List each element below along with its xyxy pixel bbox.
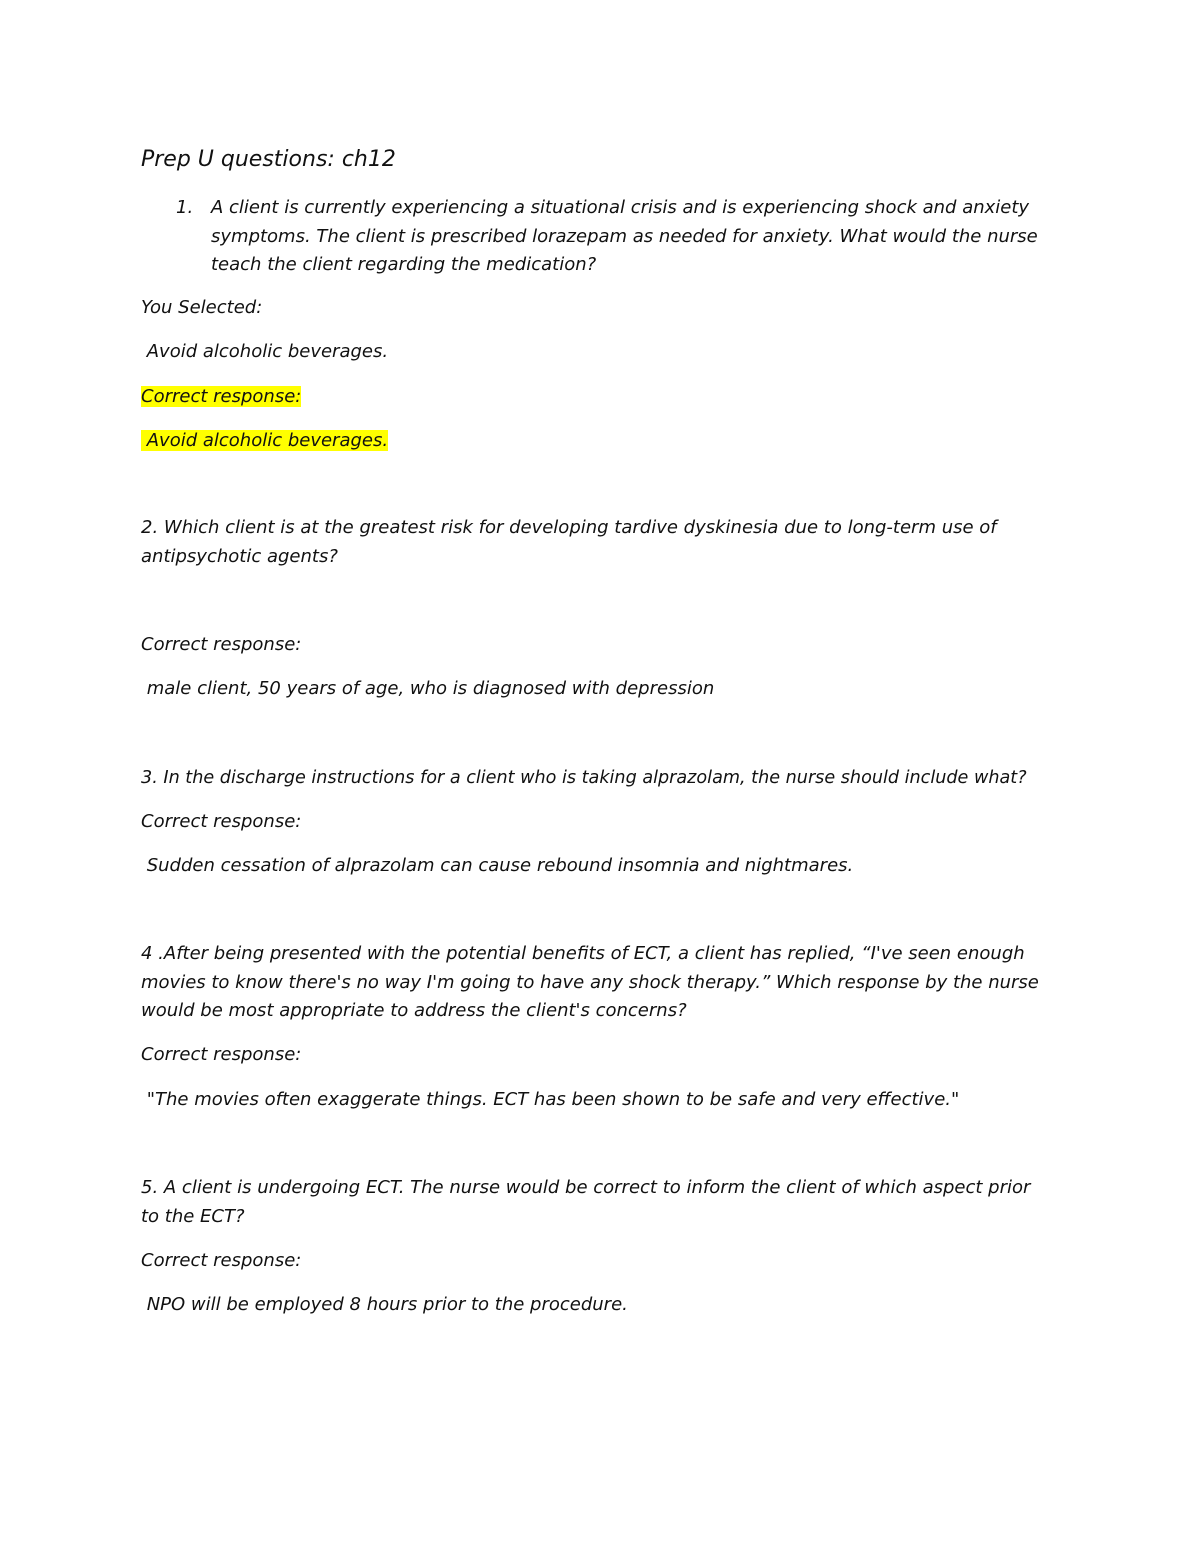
question-4-correct-answer: "The movies often exaggerate things. ECT has been shown to be safe and very effective." [141, 1089, 960, 1110]
question-5-correct-label: Correct response: [141, 1250, 302, 1271]
question-5-correct-answer: NPO will be employed 8 hours prior to the procedure. [141, 1294, 628, 1315]
question-1-correct-label: Correct response: [141, 386, 302, 407]
question-1-correct-answer: Avoid alcoholic beverages. [141, 430, 389, 451]
question-4-text: 4 .After being presented with the potential benefits of ECT, a client has replied, “I've seen enough movies to know there's no way I'm going to have any shock therapy.” Which response by the nurse would be most appropriate to address the client's concerns? [141, 943, 1039, 1021]
question-2-correct-answer: male client, 50 years of age, who is diagnosed with depression [141, 678, 715, 699]
document-title: Prep U questions: ch12 [141, 147, 396, 172]
question-3-correct-answer: Sudden cessation of alprazolam can cause rebound insomnia and nightmares. [141, 855, 854, 876]
question-2-correct-label: Correct response: [141, 634, 302, 655]
question-1-text: A client is currently experiencing a situational crisis and is experiencing shock and anxiety symptoms. The client is prescribed lorazepam as needed for anxiety. What would the nurse teach the client regarding the medication? [211, 197, 1038, 275]
question-1-number: 1. [176, 197, 194, 218]
question-3-correct-label: Correct response: [141, 811, 302, 832]
question-3-text: 3. In the discharge instructions for a client who is taking alprazolam, the nurse should include what? [141, 768, 1027, 788]
question-1-selected-answer: Avoid alcoholic beverages. [141, 341, 389, 362]
question-5-text: 5. A client is undergoing ECT. The nurse would be correct to inform the client of which aspect prior to the ECT? [141, 1177, 1031, 1227]
question-1-selected-label: You Selected: [141, 297, 263, 318]
question-2-text: 2. Which client is at the greatest risk for developing tardive dyskinesia due to long-term use of antipsychotic agents? [141, 517, 997, 567]
question-4-correct-label: Correct response: [141, 1044, 302, 1065]
